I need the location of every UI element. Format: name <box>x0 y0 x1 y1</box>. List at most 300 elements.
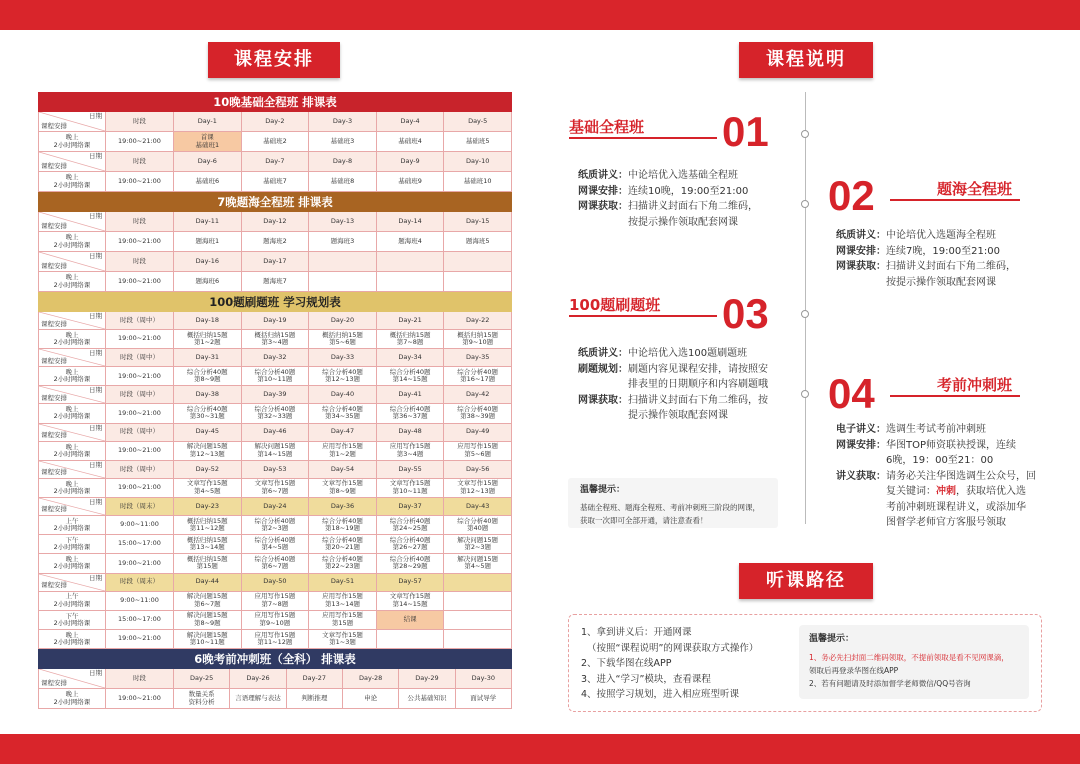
day-label: Day-4 <box>377 112 445 132</box>
schedule-cell: 解决问题15题 第4~5题 <box>444 554 512 573</box>
corner-cell <box>38 349 106 367</box>
row-label: 晚上 2小时网络课 <box>38 630 106 649</box>
schedule-cell: 应用写作15题 第11~12题 <box>242 630 310 649</box>
explanation-section-title: 课程说明 <box>739 42 873 78</box>
path-tip-warning: 1、务必先扫封面二维码领取，不提前领取是看不见网课滴， <box>809 653 1009 662</box>
tip-text: 基础全程班、题海全程班、考前冲刺班三阶段的网课， 获取一次即可全部开通，请注意查看！ <box>580 503 760 525</box>
schedule-cell: 面试导学 <box>456 689 512 709</box>
path-tip-line: 领取后再登录华图在线APP <box>809 666 899 675</box>
desc-text: 连续7晚，19:00至21:00 <box>886 245 1000 257</box>
schedule-cell: 申论 <box>343 689 399 709</box>
schedule-cell: 应用写作15题 第13~14题 <box>309 592 377 611</box>
path-tip-box <box>799 625 1029 699</box>
schedule-cell: 概括归纳15题 第5~6题 <box>309 330 377 349</box>
day-label: Day-51 <box>309 574 377 592</box>
schedule-row <box>38 232 512 252</box>
desc-label: 讲义获取： <box>836 470 886 482</box>
desc-text: 请务必关注华图选调生公众号，回 复关键词：冲刺，获取培优入选 考前冲刺班课程讲义，或添加华 图督学老师官方客服号领取 <box>886 470 1036 528</box>
schedule-cell <box>444 630 512 649</box>
course-desc-01 <box>578 168 758 230</box>
day-label: Day-6 <box>174 152 242 172</box>
desc-text: 选调生考试考前冲刺班 <box>886 424 986 435</box>
day-label: Day-32 <box>242 349 310 367</box>
path-step: 2、下载华图在线APP <box>581 658 672 669</box>
day-label: Day-38 <box>174 386 242 404</box>
desc-text: 中论培优入选基础全程班 <box>628 170 738 181</box>
corner-course-label: 课程安排 <box>41 121 67 130</box>
day-header-row <box>38 461 512 479</box>
learning-path-box <box>568 614 1042 712</box>
row-label: 晚上 2小时网络课 <box>38 479 106 498</box>
desc-text: 连续10晚，19:00至21:00 <box>628 185 749 197</box>
day-label: Day-47 <box>309 424 377 442</box>
day-label: Day-52 <box>174 461 242 479</box>
corner-course-label: 课程安排 <box>41 161 67 170</box>
time-slot: 19:00~21:00 <box>106 272 174 292</box>
day-label: Day-46 <box>242 424 310 442</box>
schedule-cell: 题海班1 <box>174 232 242 252</box>
time-slot: 19:00~21:00 <box>106 232 174 252</box>
schedule-cell: 应用写作15题 第9~10题 <box>242 611 310 630</box>
schedule-cell: 基础班5 <box>444 132 512 152</box>
schedule-cell: 数量关系 资料分析 <box>174 689 230 709</box>
row-label: 晚上 2小时网络课 <box>38 232 106 252</box>
course-underline <box>569 315 717 317</box>
row-label: 晚上 2小时网络课 <box>38 272 106 292</box>
schedule-row <box>38 516 512 535</box>
day-header-row <box>38 212 512 232</box>
corner-date-label: 日期 <box>89 423 102 432</box>
schedule-cell: 概括归纳15题 第1~2题 <box>174 330 242 349</box>
schedule-cell: 应用写作15题 第7~8题 <box>242 592 310 611</box>
schedule-cell: 概括归纳15题 第7~8题 <box>377 330 445 349</box>
day-label: Day-8 <box>309 152 377 172</box>
day-header-row <box>38 152 512 172</box>
day-label: Day-31 <box>174 349 242 367</box>
desc-line <box>578 393 768 424</box>
desc-line <box>578 168 758 184</box>
day-label <box>377 252 445 272</box>
schedule-cell: 解决问题15题 第10~11题 <box>174 630 242 649</box>
desc-line <box>578 199 758 230</box>
day-label: Day-48 <box>377 424 445 442</box>
schedule-cell: 综合分析40题 第28~29题 <box>377 554 445 573</box>
schedule-cell: 应用写作15题 第15题 <box>309 611 377 630</box>
day-label: Day-3 <box>309 112 377 132</box>
day-label: Day-12 <box>242 212 310 232</box>
course-underline <box>890 199 1020 201</box>
schedule-cell: 综合分析40题 第10~11题 <box>242 367 310 386</box>
schedule-cell: 应用写作15题 第1~2题 <box>309 442 377 461</box>
schedule-cell <box>377 630 445 649</box>
schedule-cell: 基础班8 <box>309 172 377 192</box>
schedule-cell: 综合分析40题 第12~13题 <box>309 367 377 386</box>
bottom-red-band <box>0 734 1080 764</box>
timeline-dot <box>801 310 809 318</box>
time-slot: 19:00~21:00 <box>106 479 174 498</box>
desc-line <box>836 228 1016 244</box>
desc-line <box>836 259 1016 290</box>
row-label: 晚上 2小时网络课 <box>38 172 106 192</box>
course-number-02: 02 <box>828 172 875 219</box>
day-label: Day-34 <box>377 349 445 367</box>
corner-cell <box>38 252 106 272</box>
schedule-cell: 综合分析40题 第26~27题 <box>377 535 445 554</box>
schedule-cell: 文章写作15题 第1~3题 <box>309 630 377 649</box>
day-label: Day-30 <box>456 669 512 689</box>
corner-cell <box>38 461 106 479</box>
schedule-cell: 综合分析40题 第24~25题 <box>377 516 445 535</box>
day-label: Day-16 <box>174 252 242 272</box>
course-name-04: 考前冲刺班 <box>937 376 1013 394</box>
row-label: 晚上 2小时网络课 <box>38 442 106 461</box>
schedule-cell: 解决问题15题 第8~9题 <box>174 611 242 630</box>
day-label: Day-29 <box>399 669 455 689</box>
slot-header: 时段 <box>106 252 174 272</box>
course-desc-02 <box>836 228 1016 290</box>
desc-text: 中论培优入选题海全程班 <box>886 230 996 241</box>
schedule-cell: 文章写作15题 第6~7题 <box>242 479 310 498</box>
desc-line <box>836 469 1036 531</box>
course-underline <box>569 137 717 139</box>
corner-course-label: 课程安排 <box>41 393 67 402</box>
schedule-cell <box>444 592 512 611</box>
day-header-row <box>38 312 512 330</box>
day-label <box>444 252 512 272</box>
schedule-cell <box>444 272 512 292</box>
schedule-row <box>38 554 512 573</box>
schedule-cell: 应用写作15题 第5~6题 <box>444 442 512 461</box>
day-label: Day-35 <box>444 349 512 367</box>
course-desc-04 <box>836 422 1036 531</box>
schedule-cell: 文章写作15题 第14~15题 <box>377 592 445 611</box>
schedule-cell: 解决问题15题 第6~7题 <box>174 592 242 611</box>
desc-line <box>836 244 1016 260</box>
schedule-row <box>38 689 512 709</box>
time-slot: 19:00~21:00 <box>106 404 174 423</box>
schedule-cell: 题海班6 <box>174 272 242 292</box>
schedule-cell: 基础班6 <box>174 172 242 192</box>
day-label: Day-23 <box>174 498 242 516</box>
schedule-row <box>38 132 512 152</box>
corner-date-label: 日期 <box>89 252 102 260</box>
schedule-cell: 综合分析40题 第34~35题 <box>309 404 377 423</box>
desc-line <box>578 346 768 362</box>
corner-cell <box>38 574 106 592</box>
slot-header: 时段（周中） <box>106 386 174 404</box>
timeline-dot <box>801 390 809 398</box>
schedule-row <box>38 630 512 649</box>
schedule-cell: 综合分析40题 第18~19题 <box>309 516 377 535</box>
corner-course-label: 课程安排 <box>41 261 67 270</box>
day-label: Day-15 <box>444 212 512 232</box>
schedule-cell: 解决问题15题 第14~15题 <box>242 442 310 461</box>
desc-label: 纸质讲义： <box>836 230 886 241</box>
day-label: Day-2 <box>242 112 310 132</box>
slot-header: 时段（周中） <box>106 312 174 330</box>
day-label: Day-22 <box>444 312 512 330</box>
corner-date-label: 日期 <box>89 573 102 582</box>
tip-box <box>568 478 778 528</box>
schedule-cell: 概括归纳15题 第9~10题 <box>444 330 512 349</box>
day-label: Day-20 <box>309 312 377 330</box>
schedule-cell: 判断推理 <box>287 689 343 709</box>
desc-label: 网课获取： <box>836 261 886 272</box>
corner-cell <box>38 112 106 132</box>
path-step: （按照“课程说明”的网课获取方式操作） <box>581 642 759 654</box>
schedule-cell: 题海班2 <box>242 232 310 252</box>
table-header: 100题刷题班 学习规划表 <box>38 292 512 312</box>
day-label: Day-37 <box>377 498 445 516</box>
schedule-cell: 解决问题15题 第12~13题 <box>174 442 242 461</box>
table-header: 7晚题海全程班 排课表 <box>38 192 512 212</box>
corner-date-label: 日期 <box>89 460 102 469</box>
day-label: Day-55 <box>377 461 445 479</box>
corner-date-label: 日期 <box>89 112 102 120</box>
row-label: 下午 2小时网络课 <box>38 611 106 630</box>
corner-date-label: 日期 <box>89 212 102 220</box>
day-label <box>444 574 512 592</box>
row-label: 晚上 2小时网络课 <box>38 689 106 709</box>
course-name-01: 基础全程班 <box>569 118 645 136</box>
corner-course-label: 课程安排 <box>41 581 67 590</box>
day-label: Day-18 <box>174 312 242 330</box>
course-desc-03 <box>578 346 768 424</box>
day-label: Day-9 <box>377 152 445 172</box>
path-tip-line: 2、若有问题请及时添加督学老师微信/QQ号咨询 <box>809 679 971 688</box>
day-label: Day-17 <box>242 252 310 272</box>
corner-course-label: 课程安排 <box>41 319 67 328</box>
schedule-cell: 概括归纳15题 第13~14题 <box>174 535 242 554</box>
schedule-cell: 公共基础知识 <box>399 689 455 709</box>
schedule-row <box>38 611 512 630</box>
day-label: Day-1 <box>174 112 242 132</box>
corner-date-label: 日期 <box>89 669 102 678</box>
path-step: 3、进入“学习”模块，查看课程 <box>581 673 711 685</box>
timeline-dot <box>801 130 809 138</box>
schedule-cell: 文章写作15题 第10~11题 <box>377 479 445 498</box>
path-step: 4、按照学习规划，进入相应班型听课 <box>581 689 740 700</box>
slot-header: 时段（周中） <box>106 461 174 479</box>
desc-label: 网课获取： <box>578 394 628 406</box>
day-label: Day-41 <box>377 386 445 404</box>
desc-label: 网课获取： <box>578 201 628 212</box>
schedule-cell: 综合分析40题 第36~37题 <box>377 404 445 423</box>
schedule-row <box>38 330 512 349</box>
day-label: Day-5 <box>444 112 512 132</box>
day-label: Day-40 <box>309 386 377 404</box>
table-header: 6晚考前冲刺班（全科） 排课表 <box>38 649 512 669</box>
day-label: Day-14 <box>377 212 445 232</box>
schedule-row <box>38 404 512 423</box>
schedule-cell: 应用写作15题 第3~4题 <box>377 442 445 461</box>
corner-course-label: 课程安排 <box>41 221 67 230</box>
schedule-cell <box>309 272 377 292</box>
corner-date-label: 日期 <box>89 386 102 395</box>
day-label: Day-57 <box>377 574 445 592</box>
desc-label: 纸质讲义： <box>578 170 628 181</box>
time-slot: 19:00~21:00 <box>106 367 174 386</box>
day-label: Day-27 <box>287 669 343 689</box>
timeline-dot <box>801 200 809 208</box>
course-name-02: 题海全程班 <box>937 180 1013 198</box>
day-header-row <box>38 349 512 367</box>
course-number-03: 03 <box>722 290 769 337</box>
desc-text: 扫描讲义封面右下角二维码， 按提示操作领取配套网课 <box>886 261 1016 288</box>
desc-line <box>578 184 758 200</box>
day-label: Day-53 <box>242 461 310 479</box>
schedule-cell: 概括归纳15题 第3~4题 <box>242 330 310 349</box>
day-label: Day-24 <box>242 498 310 516</box>
time-slot: 9:00~11:00 <box>106 516 174 535</box>
course-number-01: 01 <box>722 108 769 155</box>
schedule-row <box>38 479 512 498</box>
slot-header: 时段 <box>106 669 174 689</box>
schedule-cell: 题海班5 <box>444 232 512 252</box>
schedule-cell: 综合分析40题 第6~7题 <box>242 554 310 573</box>
schedule-cell: 结课 <box>377 611 445 630</box>
desc-label: 刷题规划： <box>578 363 628 375</box>
schedule-cell: 题海班4 <box>377 232 445 252</box>
desc-label: 网课安排： <box>836 245 886 257</box>
time-slot: 19:00~21:00 <box>106 442 174 461</box>
desc-text: 中论培优入选100题刷题班 <box>628 348 748 359</box>
top-red-band <box>0 0 1080 30</box>
corner-cell <box>38 386 106 404</box>
schedule-cell: 综合分析40题 第30~31题 <box>174 404 242 423</box>
day-label <box>309 252 377 272</box>
corner-cell <box>38 498 106 516</box>
time-slot: 19:00~21:00 <box>106 132 174 152</box>
day-label: Day-39 <box>242 386 310 404</box>
corner-cell <box>38 312 106 330</box>
day-label: Day-36 <box>309 498 377 516</box>
corner-course-label: 课程安排 <box>41 505 67 514</box>
path-tip-title: 温馨提示： <box>809 634 855 644</box>
day-label: Day-26 <box>230 669 286 689</box>
slot-header: 时段 <box>106 112 174 132</box>
schedule-cell: 言语理解与表达 <box>230 689 286 709</box>
schedule-cell: 综合分析40题 第32~33题 <box>242 404 310 423</box>
row-label: 晚上 2小时网络课 <box>38 367 106 386</box>
tip-title: 温馨提示： <box>580 485 626 495</box>
path-steps <box>581 625 758 703</box>
desc-text: 刷题内容见课程安排，请按照安 排表里的日期顺序和内容刷题哦 <box>628 363 768 390</box>
corner-cell <box>38 669 106 689</box>
path-section-title: 听课路径 <box>739 563 873 599</box>
schedule-row <box>38 172 512 192</box>
day-label: Day-28 <box>343 669 399 689</box>
day-label: Day-21 <box>377 312 445 330</box>
desc-text: 扫描讲义封面右下角二维码， 按提示操作领取配套网课 <box>628 201 758 228</box>
desc-line <box>836 422 1036 438</box>
day-header-row <box>38 112 512 132</box>
time-slot: 9:00~11:00 <box>106 592 174 611</box>
schedule-cell: 题海班7 <box>242 272 310 292</box>
day-label: Day-7 <box>242 152 310 172</box>
time-slot: 19:00~21:00 <box>106 689 174 709</box>
day-label: Day-42 <box>444 386 512 404</box>
schedule-row <box>38 272 512 292</box>
day-label: Day-25 <box>174 669 230 689</box>
schedule-cell: 基础班9 <box>377 172 445 192</box>
day-label: Day-50 <box>242 574 310 592</box>
course-underline <box>890 395 1020 397</box>
table-header: 10晚基础全程班 排课表 <box>38 92 512 112</box>
day-header-row <box>38 424 512 442</box>
schedule-cell: 首课 基础班1 <box>174 132 242 152</box>
row-label: 晚上 2小时网络课 <box>38 554 106 573</box>
course-name-03: 100题刷题班 <box>569 296 661 314</box>
desc-label: 网课安排： <box>578 185 628 197</box>
schedule-cell: 概括归纳15题 第15题 <box>174 554 242 573</box>
corner-course-label: 课程安排 <box>41 356 67 365</box>
schedule-cell: 基础班10 <box>444 172 512 192</box>
schedule-row <box>38 592 512 611</box>
time-slot: 15:00~17:00 <box>106 611 174 630</box>
schedule-row <box>38 367 512 386</box>
time-slot: 19:00~21:00 <box>106 554 174 573</box>
corner-date-label: 日期 <box>89 312 102 320</box>
corner-course-label: 课程安排 <box>41 678 67 687</box>
schedule-cell: 综合分析40题 第16~17题 <box>444 367 512 386</box>
path-step: 1、拿到讲义后：开通网课 <box>581 627 692 638</box>
schedule-cell: 解决问题15题 第2~3题 <box>444 535 512 554</box>
day-header-row <box>38 669 512 689</box>
day-label: Day-49 <box>444 424 512 442</box>
day-header-row <box>38 498 512 516</box>
day-label: Day-43 <box>444 498 512 516</box>
day-label: Day-54 <box>309 461 377 479</box>
corner-date-label: 日期 <box>89 152 102 160</box>
day-label: Day-56 <box>444 461 512 479</box>
schedule-cell: 文章写作15题 第8~9题 <box>309 479 377 498</box>
corner-date-label: 日期 <box>89 497 102 506</box>
row-label: 晚上 2小时网络课 <box>38 404 106 423</box>
timeline-line <box>805 92 806 524</box>
schedule-cell: 综合分析40题 第38~39题 <box>444 404 512 423</box>
row-label: 下午 2小时网络课 <box>38 535 106 554</box>
day-label: Day-11 <box>174 212 242 232</box>
schedule-cell: 题海班3 <box>309 232 377 252</box>
schedule-cell <box>444 611 512 630</box>
row-label: 晚上 2小时网络课 <box>38 330 106 349</box>
schedule-cell: 文章写作15题 第12~13题 <box>444 479 512 498</box>
schedule-cell: 综合分析40题 第8~9题 <box>174 367 242 386</box>
schedule-cell: 综合分析40题 第2~3题 <box>242 516 310 535</box>
corner-date-label: 日期 <box>89 349 102 358</box>
desc-line <box>836 438 1036 469</box>
schedule-cell: 综合分析40题 第14~15题 <box>377 367 445 386</box>
desc-text: 华图TOP师资联袂授课，连续 6晚，19：00至21：00 <box>886 439 1017 466</box>
day-header-row <box>38 386 512 404</box>
corner-cell <box>38 424 106 442</box>
time-slot: 19:00~21:00 <box>106 172 174 192</box>
day-label: Day-33 <box>309 349 377 367</box>
slot-header: 时段 <box>106 152 174 172</box>
schedule-cell: 基础班7 <box>242 172 310 192</box>
corner-course-label: 课程安排 <box>41 431 67 440</box>
corner-course-label: 课程安排 <box>41 468 67 477</box>
schedule-cell: 综合分析40题 第40题 <box>444 516 512 535</box>
time-slot: 15:00~17:00 <box>106 535 174 554</box>
schedule-cell: 概括归纳15题 第11~12题 <box>174 516 242 535</box>
schedule-row <box>38 442 512 461</box>
slot-header: 时段（周末） <box>106 498 174 516</box>
day-label: Day-13 <box>309 212 377 232</box>
desc-label: 纸质讲义： <box>578 348 628 359</box>
desc-highlight: 冲刺 <box>936 486 956 497</box>
